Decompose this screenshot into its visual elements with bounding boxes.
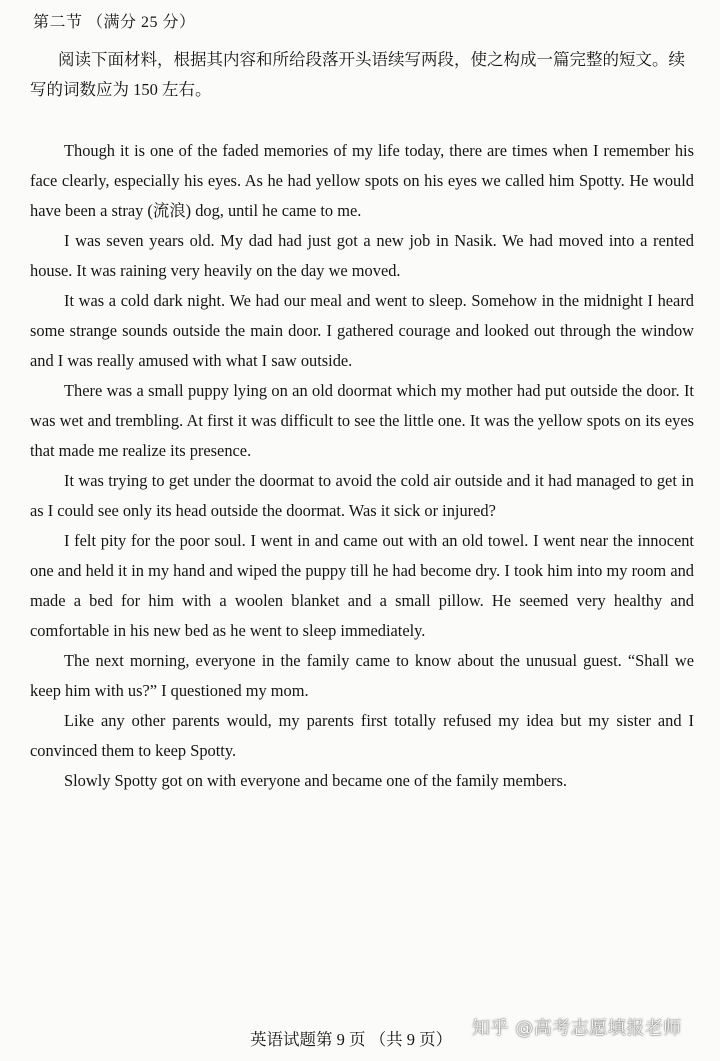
passage-paragraph: The next morning, everyone in the family came to know about the unusual guest. “Shall we keep him with us?” I questioned my mom. <box>30 651 694 700</box>
passage-paragraph: There was a small puppy lying on an old doormat which my mother had put outside the door. It was wet and trembling. At first it was difficult to see the little one. It was the yellow spots on its eyes that made me realize its presence. <box>30 381 694 460</box>
passage-paragraph: Though it is one of the faded memories of my life today, there are times when I remember his face clearly, especially his eyes. As he had yellow spots on his eyes we called him Spotty. He would have been a stray (流浪) dog, until he came to me. <box>30 141 694 220</box>
page-number-footer: 英语试题第 9 页 （共 9 页） <box>250 1030 453 1049</box>
instructions-text: 阅读下面材料，根据其内容和所给段落开头语续写两段，使之构成一篇完整的短文。续写的词数应为 150 左右。 <box>30 50 685 99</box>
passage-paragraph: It was trying to get under the doormat to avoid the cold air outside and it had managed to get in as I could see only its head outside the doormat. Was it sick or injured? <box>30 471 694 520</box>
passage-paragraph: I was seven years old. My dad had just got a new job in Nasik. We had moved into a rented house. It was raining very heavily on the day we moved. <box>30 231 694 280</box>
passage-paragraph: I felt pity for the poor soul. I went in and came out with an old towel. I went near the innocent one and held it in my hand and wiped the puppy till he had become dry. I took him into my room and made a bed for him with a woolen blanket and a small pillow. He seemed very healthy and comfortable in his new bed as he went to sleep immediately. <box>30 531 694 640</box>
watermark: 知乎 @高考志愿填报老师 <box>472 1018 682 1039</box>
passage-paragraph: It was a cold dark night. We had our meal and went to sleep. Somehow in the midnight I heard some strange sounds outside the main door. I gathered courage and looked out through the window and I was really amused with what I saw outside. <box>30 291 694 370</box>
passage-paragraph: Slowly Spotty got on with everyone and became one of the family members. <box>64 771 567 790</box>
reading-passage <box>30 136 694 796</box>
passage-paragraph: Like any other parents would, my parents first totally refused my idea but my sister and I convinced them to keep Spotty. <box>30 711 694 760</box>
section-title: 第二节 （满分 25 分） <box>33 14 196 31</box>
